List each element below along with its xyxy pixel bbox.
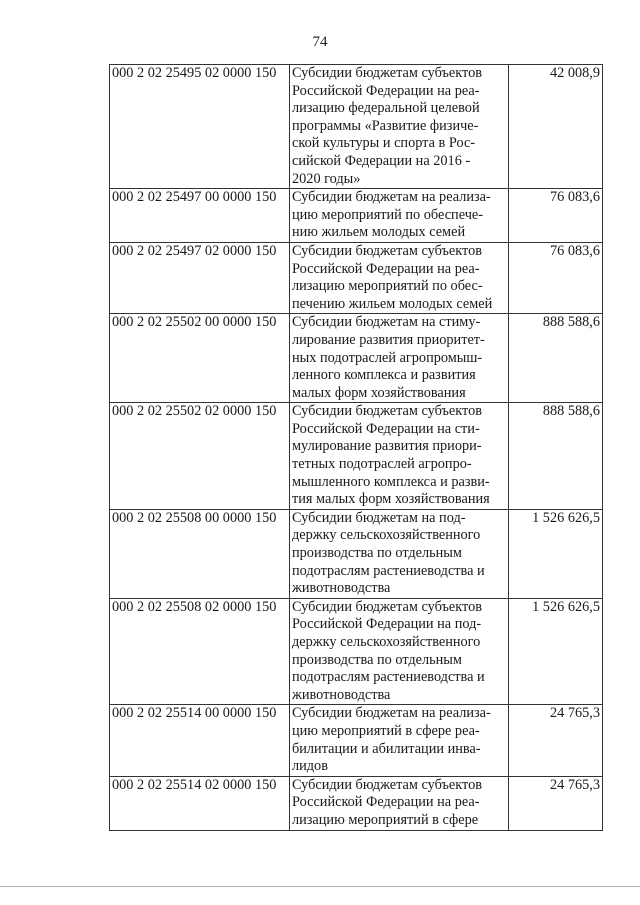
description-line: ской культуры и спорта в Рос- — [292, 135, 476, 152]
budget-code-cell: 000 2 02 25497 02 0000 150 — [110, 242, 290, 313]
description-line: тетных подотраслей агропро- — [292, 456, 472, 473]
table-row — [110, 705, 603, 776]
description-line: держку сельскохозяйственного — [292, 634, 481, 650]
table-row — [110, 314, 603, 403]
description-cell — [290, 314, 509, 403]
description-line: билитации и абилитации инва- — [292, 740, 481, 757]
description-cell — [290, 65, 509, 189]
description-line: Российской Федерации на реа- — [292, 260, 480, 277]
description-line: печению жильем молодых семей — [292, 295, 493, 312]
description-line: сийской Федерации на 2016 - — [292, 152, 471, 169]
description-line: Субсидии бюджетам на под- — [292, 509, 466, 526]
description-line: нию жильем молодых семей — [292, 224, 466, 241]
description-line: Субсидии бюджетам субъектов — [292, 65, 482, 81]
description-line: ных подотраслей агропромыш- — [292, 349, 483, 366]
description-line: ленного комплекса и развития — [292, 367, 476, 384]
description-line: производства по отдельным — [292, 545, 462, 562]
table-row — [110, 242, 603, 313]
budget-code-cell: 000 2 02 25514 00 0000 150 — [110, 705, 290, 776]
amount-cell: 24 765,3 — [509, 776, 603, 830]
amount-cell: 76 083,6 — [509, 242, 603, 313]
budget-table — [109, 64, 603, 831]
description-line: лирование развития приоритет- — [292, 331, 485, 348]
footer-rule — [0, 886, 640, 887]
description-line: мышленного комплекса и разви- — [292, 473, 490, 490]
description-line: программы «Развитие физиче- — [292, 117, 479, 134]
amount-cell: 888 588,6 — [509, 314, 603, 403]
description-line: цию мероприятий по обеспече- — [292, 206, 483, 223]
budget-code-cell: 000 2 02 25495 02 0000 150 — [110, 65, 290, 189]
description-cell — [290, 509, 509, 598]
description-line: Субсидии бюджетам субъектов — [292, 776, 482, 793]
table-row — [110, 189, 603, 243]
amount-cell: 1 526 626,5 — [509, 509, 603, 598]
description-line: цию мероприятий в сфере реа- — [292, 722, 480, 739]
budget-code-cell: 000 2 02 25508 00 0000 150 — [110, 509, 290, 598]
description-line: животноводства — [292, 580, 391, 597]
table-row — [110, 403, 603, 510]
amount-cell: 42 008,9 — [509, 65, 603, 189]
table-row — [110, 776, 603, 830]
description-line: мулирование развития приори- — [292, 438, 482, 455]
description-line: Субсидии бюджетам субъектов — [292, 242, 482, 259]
description-line: Российской Федерации на под- — [292, 616, 482, 633]
page-number: 74 — [312, 34, 328, 50]
description-line: лидов — [292, 758, 328, 775]
description-line: животноводства — [292, 686, 391, 703]
description-cell — [290, 189, 509, 243]
amount-cell: 24 765,3 — [509, 705, 603, 776]
table-row — [110, 509, 603, 598]
description-line: 2020 годы» — [292, 170, 361, 187]
description-line: Субсидии бюджетам на стиму- — [292, 314, 481, 331]
description-line: Субсидии бюджетам субъектов — [292, 403, 482, 420]
description-line: Субсидии бюджетам субъектов — [292, 598, 482, 615]
budget-code-cell: 000 2 02 25514 02 0000 150 — [110, 776, 290, 830]
description-cell — [290, 403, 509, 510]
description-line: Субсидии бюджетам на реализа- — [292, 705, 491, 722]
description-cell — [290, 242, 509, 313]
amount-cell: 1 526 626,5 — [509, 598, 603, 705]
budget-code-cell: 000 2 02 25502 02 0000 150 — [110, 403, 290, 510]
description-line: Российской Федерации на реа- — [292, 794, 480, 811]
amount-cell: 888 588,6 — [509, 403, 603, 510]
description-cell — [290, 776, 509, 830]
description-line: держку сельскохозяйственного — [292, 527, 481, 544]
budget-code-cell: 000 2 02 25502 00 0000 150 — [110, 314, 290, 403]
description-cell — [290, 705, 509, 776]
description-cell — [290, 598, 509, 705]
description-line: Субсидии бюджетам на реализа- — [292, 189, 491, 206]
description-line: подотраслям растениеводства и — [292, 669, 485, 686]
description-line: тия малых форм хозяйствования — [292, 491, 490, 508]
description-line: Российской Федерации на сти- — [292, 420, 480, 437]
amount-cell: 76 083,6 — [509, 189, 603, 243]
table-row — [110, 598, 603, 705]
budget-table-body — [110, 65, 603, 831]
table-row — [110, 65, 603, 189]
description-line: лизацию мероприятий в сфере — [292, 811, 479, 828]
description-line: малых форм хозяйствования — [292, 384, 466, 401]
budget-code-cell: 000 2 02 25508 02 0000 150 — [110, 598, 290, 705]
description-line: производства по отдельным — [292, 651, 462, 668]
description-line: лизацию мероприятий по обес- — [292, 278, 483, 295]
description-line: подотраслям растениеводства и — [292, 562, 485, 579]
description-line: Российской Федерации на реа- — [292, 82, 480, 99]
budget-code-cell: 000 2 02 25497 00 0000 150 — [110, 189, 290, 243]
description-line: лизацию федеральной целевой — [292, 100, 480, 117]
